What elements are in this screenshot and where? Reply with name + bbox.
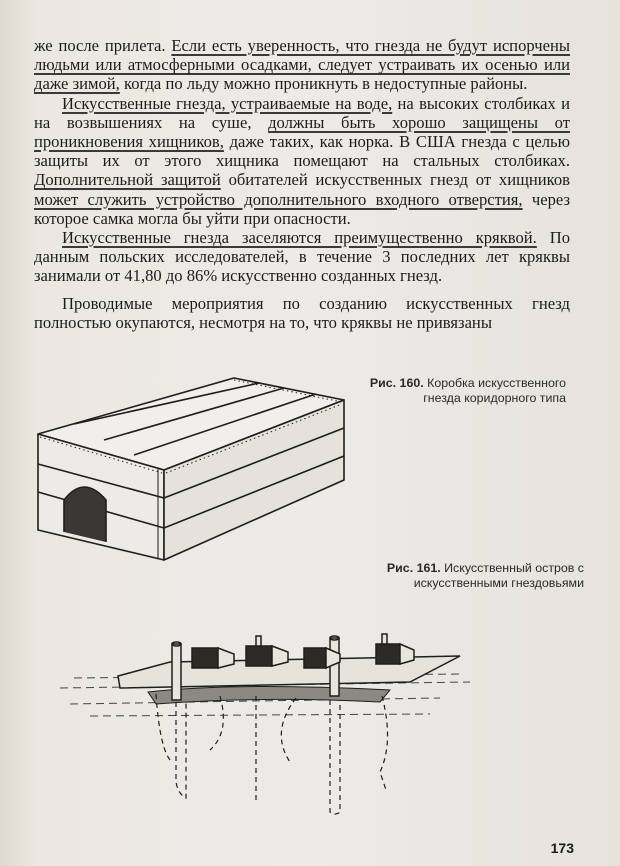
paragraph-3: Искусственные гнезда заселяются преимущественно кряквой. По данным польских исследователей, в течение 3 последних лет кряквы занимали от 41,80 до 86% искусственно созданных гнезд. <box>34 228 570 286</box>
anchor-lines <box>156 694 388 814</box>
support-post <box>172 642 181 700</box>
paragraph-2: Искусственные гнезда, устраиваемые на воде, на высоких столбиках и на возвышениях на суше, должны быть хорошо защищены от проникновения хищников, даже таких, как норка. В США гнезда с целью защиты их от этого хищника помещают на стальных столбиках. Дополнительной защитой обитателей искусственных гнезд от хищников может служить устройство дополнительного входного отверстия, через которое самка могла бы уйти при опасности. <box>34 93 571 228</box>
underlined-text: может служить устройство дополнительного входного отверстия, <box>34 189 523 209</box>
figure-160-label: Рис. 160. <box>369 376 424 390</box>
raft-shadow <box>148 686 390 704</box>
paragraph-1: же после прилета. Если есть уверенность, что гнезда не будут испорчены людьми или атмосферными осадками, следует устраивать их осенью или даже зимой, когда по льду можно проникнуть в недоступные районы. <box>34 36 570 94</box>
nest-tube <box>304 648 340 668</box>
artificial-island-illustration <box>60 622 480 822</box>
figure-160-caption <box>344 376 566 406</box>
body-text <box>34 36 570 332</box>
figure-161-caption <box>344 561 584 591</box>
underlined-text: Искусственные гнезда заселяются преимущественно кряквой. <box>62 228 537 248</box>
nest-tube <box>376 634 414 664</box>
figure-160-text: Коробка искусственного гнезда коридорного типа <box>423 376 566 405</box>
figure-161-text: Искусственный остров с искусственными гнездовьями <box>413 561 584 590</box>
page-number: 173 <box>550 840 574 856</box>
nest-tube <box>246 636 288 666</box>
underlined-text: Если есть уверенность, что гнезда не будут испорчены людьми или атмосферными осадками, следует устраивать их осенью или даже зимой, <box>34 36 570 94</box>
nest-box-illustration <box>34 370 354 570</box>
nest-tube <box>192 648 234 668</box>
paragraph-4: Проводимые мероприятия по созданию искусственных гнезд полностью окупаются, несмотря на то, что кряквы не привязаны <box>34 293 570 332</box>
underlined-text: должны быть хорошо защищены от проникновения хищников, <box>34 112 570 152</box>
underlined-text: Дополнительной защитой <box>34 170 221 190</box>
underlined-text: Искусственные гнезда, устраиваемые на воде, <box>62 93 393 113</box>
figure-161-label: Рис. 161. <box>386 561 441 575</box>
